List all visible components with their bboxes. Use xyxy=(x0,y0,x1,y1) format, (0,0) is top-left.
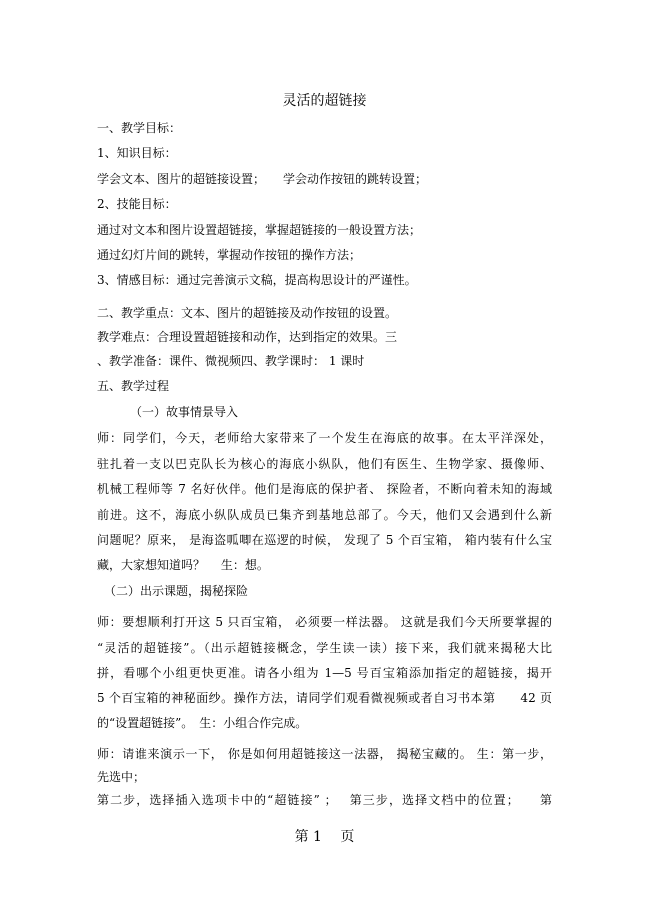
text-line: 5 个百宝箱的神秘面纱。操作方法，请同学们观看微视频或者自习书本第 42 页 xyxy=(97,691,552,705)
text-line: 二、教学重点：文本、图片的超链接及动作按钮的设置。 xyxy=(97,306,398,320)
text-line: 藏，大家想知道吗？ 生：想。 xyxy=(97,558,269,572)
text-line: 先选中； xyxy=(97,770,146,784)
text-line: 的“设置超链接”。 生：小组合作完成。 xyxy=(97,716,308,730)
text-line: 通过幻灯片间的跳转，掌握动作按钮的操作方法； xyxy=(97,248,362,262)
section-heading: （二）出示课题，揭秘探险 xyxy=(104,584,249,598)
text-line: 一、教学目标： xyxy=(97,121,182,135)
text-line: 师：同学们，今天，老师给大家带来了一个发生在海底的故事。在太平洋深处， xyxy=(97,431,552,445)
text-line: 教学难点：合理设置超链接和动作，达到指定的效果。三 xyxy=(97,330,398,344)
text-line: 拼，看哪个小组更快更准。请各小组为 1—5 号百宝箱添加指定的超链接，揭开 xyxy=(97,666,552,680)
text-line: 学会文本、图片的超链接设置； 学会动作按钮的跳转设置； xyxy=(97,172,428,186)
text-line: 第二步，选择插入选项卡中的“超链接” ； 第三步，选择文档中的位置； 第 xyxy=(97,793,552,807)
page-number: 第 1 页 xyxy=(294,829,355,845)
text-line: 通过对文本和图片设置超链接，掌握超链接的一般设置方法； xyxy=(97,223,422,237)
text-line: 师：要想顺利打开这 5 只百宝箱， 必须要一样法器。 这就是我们今天所要掌握的 xyxy=(97,615,552,629)
text-line: “灵活的超链接”。（出示超链接概念，学生读一读）接下来，我们就来揭秘大比 xyxy=(97,641,552,655)
text-line: 2、技能目标： xyxy=(97,197,177,211)
text-line: 前进。这不，海底小纵队成员已集齐到基地总部了。今天，他们又会遇到什么新 xyxy=(97,508,552,522)
section-heading: （一）故事情景导入 xyxy=(130,405,239,419)
text-line: 机械工程师等 7 名好伙伴。他们是海底的保护者、 探险者，不断向着未知的海域 xyxy=(97,482,552,496)
text-line: 问题呢？原来， 是海盗呱唧在巡逻的时候， 发现了 5 个百宝箱， 箱内装有什么宝 xyxy=(97,533,552,547)
text-line: 师：请谁来演示一下， 你是如何用超链接这一法器， 揭秘宝藏的。 生：第一步， xyxy=(97,747,552,761)
text-line: 1、知识目标： xyxy=(97,146,177,160)
text-line: 、教学准备：课件、微视频四、教学课时： 1 课时 xyxy=(97,354,365,368)
text-line: 五、教学过程 xyxy=(97,379,170,393)
document-title: 灵活的超链接 xyxy=(282,93,367,109)
text-line: 驻扎着一支以巴克队长为核心的海底小纵队，他们有医生、生物学家、摄像师、 xyxy=(97,457,552,471)
text-line: 3、情感目标：通过完善演示文稿，提高构思设计的严谨性。 xyxy=(97,273,417,287)
